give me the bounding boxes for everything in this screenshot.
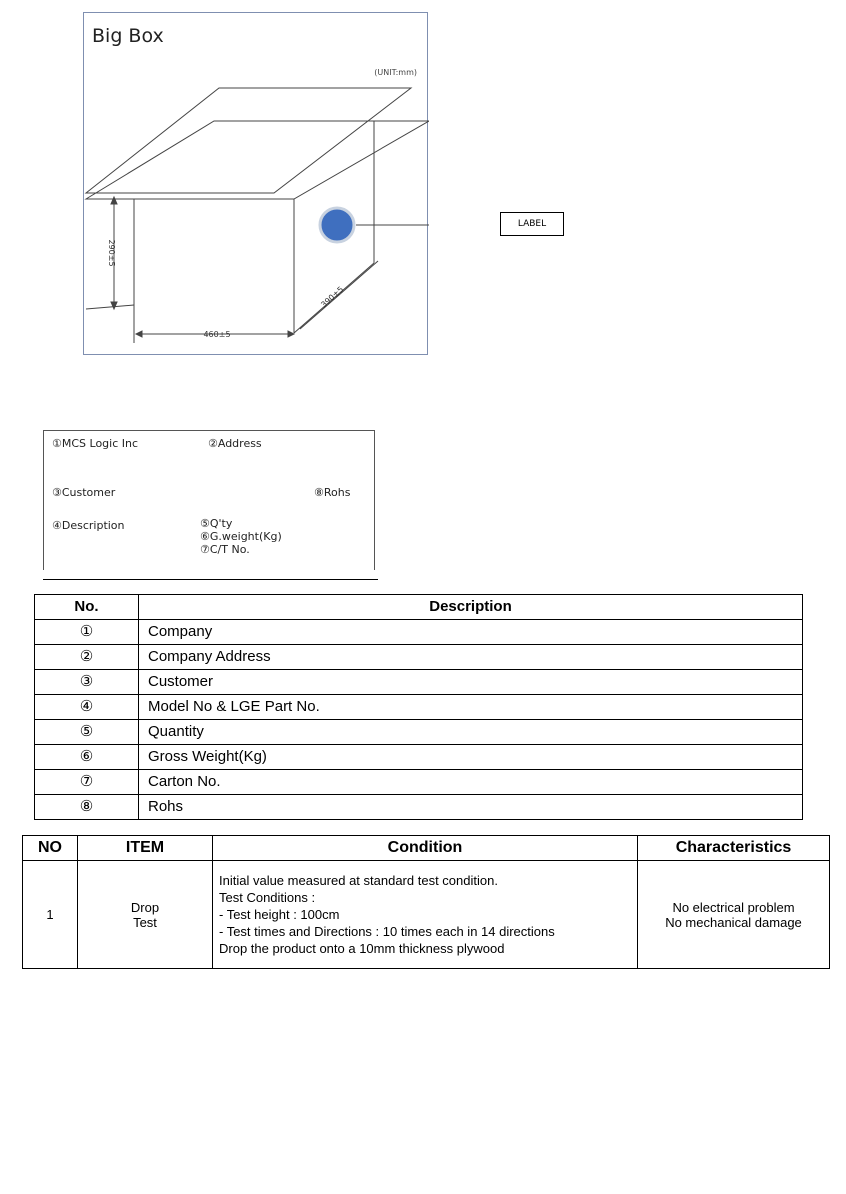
condition-line: Drop the product onto a 10mm thickness plywood [219, 941, 505, 956]
row-description: Company Address [139, 645, 803, 670]
test-no: 1 [23, 861, 78, 969]
box-top-outline [86, 121, 429, 199]
label-gross-weight: ⑥G.weight(Kg) [200, 530, 282, 543]
header-no: NO [23, 836, 78, 861]
row-description: Rohs [139, 795, 803, 820]
header-characteristics: Characteristics [638, 836, 830, 861]
label-sample [43, 430, 375, 570]
label-rohs: ⑧Rohs [314, 486, 351, 499]
description-table [34, 594, 803, 820]
row-no: ③ [35, 670, 139, 695]
label-qty: ⑤Q'ty [200, 517, 233, 530]
test-table [22, 835, 830, 969]
label-company: ①MCS Logic Inc [52, 437, 139, 450]
header-item: ITEM [78, 836, 213, 861]
test-item-line2: Test [133, 914, 157, 930]
test-item [78, 861, 213, 969]
row-description: Model No & LGE Part No. [139, 695, 803, 720]
condition-line: - Test times and Directions : 10 times each in 14 directions [219, 924, 555, 939]
table-row [35, 795, 803, 820]
width-dimension-text: 460±5 [203, 330, 231, 339]
table-row [35, 620, 803, 645]
test-item-line1: Drop [130, 899, 160, 915]
row-no: ① [35, 620, 139, 645]
row-description: Carton No. [139, 770, 803, 795]
row-no: ⑤ [35, 720, 139, 745]
label-carton-no: ⑦C/T No. [200, 543, 250, 556]
condition-line: - Test height : 100cm [219, 907, 340, 922]
unit-note: (UNIT:mm) [374, 68, 417, 77]
table-row [35, 645, 803, 670]
condition-line: Initial value measured at standard test condition. [219, 873, 498, 888]
header-description: Description [139, 595, 803, 620]
header-condition: Condition [213, 836, 638, 861]
box-drawing [84, 13, 429, 356]
figure-title: Big Box [92, 25, 164, 47]
label-address: ②Address [208, 437, 262, 450]
row-description: Company [139, 620, 803, 645]
label-callout: LABEL [500, 212, 564, 236]
condition-line: Test Conditions : [219, 890, 316, 905]
depth-dimension-text: 390±5 [319, 284, 346, 310]
header-no: No. [35, 595, 139, 620]
row-description: Customer [139, 670, 803, 695]
row-no: ⑦ [35, 770, 139, 795]
table-row [35, 745, 803, 770]
table-row [35, 720, 803, 745]
characteristic-line1: No electrical problem [672, 899, 795, 915]
label-underline [43, 579, 378, 580]
row-description: Gross Weight(Kg) [139, 745, 803, 770]
test-conditions [213, 861, 638, 969]
table-row [35, 670, 803, 695]
box-top-back-outline [86, 88, 411, 193]
big-box-figure [83, 12, 428, 355]
row-no: ⑥ [35, 745, 139, 770]
row-no: ② [35, 645, 139, 670]
label-customer: ③Customer [52, 486, 116, 499]
row-no: ④ [35, 695, 139, 720]
label-description: ④Description [52, 519, 125, 532]
height-dimension-text: 290±5 [107, 239, 116, 267]
row-no: ⑧ [35, 795, 139, 820]
test-characteristics [638, 861, 830, 969]
table-row [23, 861, 830, 969]
table-row [35, 770, 803, 795]
table-row [35, 695, 803, 720]
characteristic-line2: No mechanical damage [665, 914, 802, 930]
row-description: Quantity [139, 720, 803, 745]
label-position-marker [320, 208, 354, 242]
